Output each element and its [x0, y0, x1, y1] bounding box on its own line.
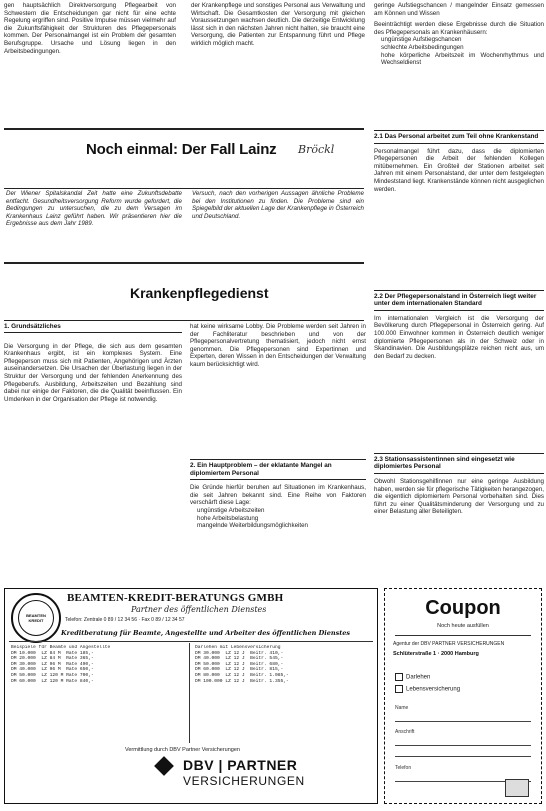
divider: [190, 459, 366, 460]
logo-text: BEAMTEN KREDIT: [18, 600, 54, 636]
dbv-logo-mark: [154, 756, 174, 776]
kp-s2-heading: 2. Ein Hauptproblem – der eklatante Mangel an diplomiertem Personal: [190, 462, 332, 477]
divider: [4, 332, 182, 333]
dbv-logo-text: DBV | PARTNER: [183, 757, 298, 773]
kp-s22-heading: 2.2 Der Pflegepersonalstand in Österreich liegt weiter unter dem internationalen Standard: [374, 292, 537, 308]
divider: [9, 641, 373, 642]
field-label: Anschrift: [395, 729, 415, 735]
coupon-title: Coupon: [425, 597, 501, 619]
lainz-byline: Bröckl: [298, 143, 335, 156]
divider: [374, 290, 544, 291]
ad-title: BEAMTEN-KREDIT-BERATUNGS GMBH: [67, 592, 284, 604]
coupon-subtitle: Noch heute ausfüllen: [437, 623, 489, 629]
divider: [189, 643, 190, 743]
kp-s21-text: Personalmangel führt dazu, dass die diplomierten Pflegepersonen die Arbeit der fehlenden Kollegen mitübernehmen. Ein Großteil der Stationen arbeitet seit Jahren mit einem Personalstand, der unter dem festgelegten Mindeststand liegt. Krankenstände können nicht ausgeglichen werden.: [374, 147, 544, 193]
top-column-2: der Krankenpflege und sonstiges Personal aus Verwaltung und Wirtschaft. Die Gesamtkosten der Versorgung mit gleichen Voraussetzungen wachsen deutlich. Die derzeitige Entwicklung lässt sich in den nächsten Jahren nicht halten, sie braucht eine Versorgung, die Patienten zur Entspannung führt und Pflege wirklich möglich macht.: [191, 2, 365, 47]
ad-footer: Vermittlung durch DBV Partner Versicherungen: [125, 747, 240, 753]
divider: [4, 128, 364, 130]
list-item: • schlechte Arbeitsbedingungen: [381, 44, 544, 52]
divider: [374, 143, 544, 144]
dbv-logo-subtext: VERSICHERUNGEN: [183, 774, 305, 788]
kp-s23-heading: 2.3 Stationsassistentinnen sind eingesetzt wie diplomiertes Personal: [374, 455, 515, 471]
lainz-title: Noch einmal: Der Fall Lainz: [86, 141, 277, 158]
option-label: Lebensversicherung: [406, 686, 461, 693]
coupon-field-name[interactable]: [395, 705, 531, 722]
kp-s1-heading: 1. Grundsätzliches: [4, 323, 61, 330]
top-col3-intro: geringe Aufstiegschancen / mangelnder Einsatz gemessen am Können und Wissen: [374, 2, 544, 17]
coupon-option-2[interactable]: [395, 685, 460, 693]
field-line[interactable]: [395, 746, 531, 757]
lainz-intro-right: Versuch, nach den vorherigen Aussagen ähnliche Probleme bei den Institutionen zu finden. Die Probleme sind ein Spiegelbild der aktuellen Lage der Krankenpflege in Österreich und Deutschland.: [192, 190, 364, 220]
divider: [374, 453, 544, 454]
top-column-1: gen hauptsächlich Direktversorgung Pflegearbeit von Schwestern die Entscheidungen gar nicht für eine echte Regelung ergriffen sind. Positive Impulse müssen vielmehr auf die Zukunftsfähigkeit der Strukturen des Pflegepersonals kommen. Der Personalmangel ist ein Problem der gesamten Berufsgruppe. Ursache und Lösung liegen in den Arbeitsbedingungen.: [4, 2, 176, 55]
divider: [4, 188, 364, 189]
kp-s2-bullets: [190, 507, 366, 530]
divider: [4, 320, 364, 321]
list-item: • mangelnde Weiterbildungsmöglichkeiten: [197, 522, 366, 530]
logo: [11, 593, 61, 643]
option-label: Darlehen: [406, 674, 431, 681]
checkbox[interactable]: [395, 685, 403, 693]
lainz-intro-left: Der Wiener Spitalskandal Zeit hatte eine Zukunftsdebatte entfacht. Gesundheitsversorgung Reform wurde gefordert, die Bedingungen zu untersuchen, die zu dem Versagen im Krankenhaus Lainz geführt haben. Wir präsentieren hier die Ergebnisse aus dem Jahr 1989.: [6, 190, 182, 228]
kp-s23-text: Obwohl Stationsgehilfinnen nur eine geringe Ausbildung haben, werden sie für pflegerische Tätigkeiten herangezogen, die eigentlich diplomiertem Personal vorbehalten sind. Dies führt zu einer Qualitätsminderung der Versorgung und zu einer Belastung aller Beteiligten.: [374, 477, 544, 516]
ad-table-right: Darlehen mit Lebensversicherung DM 30.000 LZ 12 J Beitr. 410,- DM 40.000 LZ 12 J Beitr. 545,- DM 50.000 LZ 12 J Beitr. 680,- DM 60.000 LZ 12 J Beitr. 815,- DM 80.000 LZ 12 J Beitr. 1.085,- DM 100.000 LZ 12 J Beitr. 1.355,-: [195, 645, 289, 684]
top-col3-text: Beeinträchtigt werden diese Ergebnisse durch die Situation des Pflegepersonals an Krankenhäusern:: [374, 21, 544, 36]
list-item: • ungünstige Arbeitszeiten: [197, 507, 366, 515]
field-line[interactable]: [395, 711, 531, 722]
ad-contact: Telefon: Zentrale 0 89 / 12 34 56 · Fax 0 89 / 12 34 57: [65, 617, 185, 623]
kp-s1-text: Die Versorgung in der Pflege, die sich aus dem gesamten Krankenhaus ergibt, ist ein komplexes System. Eine Pflegeperson muss sich mit Patienten, Angehörigen und Ärzten auseinandersetzen. Die Ursachen der Überlastung liegen in der Struktur der Versorgung und der fehlenden Anerkennung des Pflegeberufs. Ausbildung, Arbeitszeiten und Bezahlung sind dabei nur einige der Faktoren, die die Qualität beeinflussen. Ein Umdenken in der Organisation der Pflege ist notwendig.: [4, 342, 182, 403]
stamp-box: [505, 779, 529, 797]
list-item: • hohe Arbeitsbelastung: [197, 515, 366, 523]
divider: [374, 473, 544, 474]
section-title: Krankenpflegedienst: [130, 285, 269, 301]
divider: [374, 310, 544, 311]
advertisement: [4, 588, 378, 804]
top-col3-bullets: [374, 36, 544, 66]
coupon-agency-address: Schlüterstraße 1 · 2000 Hamburg: [393, 651, 479, 657]
list-item: • ungünstige Aufstiegschancen: [381, 36, 544, 44]
ad-table-left: Beispiele für Beamte und Angestellte DM 10.000 LZ 84 M Rate 185,- DM 20.000 LZ 84 M Rate 365,- DM 30.000 LZ 96 M Rate 490,- DM 40.000 LZ 96 M Rate 650,- DM 50.000 LZ 120 M Rate 700,- DM 60.000 LZ 120 M Rate 840,-: [11, 645, 111, 684]
coupon-option-1[interactable]: [395, 673, 430, 681]
divider: [395, 635, 531, 636]
kp-s21-heading: 2.1 Das Personal arbeitet zum Teil ohne Krankenstand: [374, 133, 539, 140]
kp-s2-text: Die Gründe hierfür beruhen auf Situationen im Krankenhaus, die seit Jahren bekannt sind. Eine Reihe von Faktoren verschärft diese Lage:: [190, 484, 366, 507]
divider: [374, 130, 544, 131]
coupon[interactable]: [384, 588, 542, 804]
field-line[interactable]: [395, 735, 531, 746]
kp-c2-text: hat keine wirksame Lobby. Die Probleme werden seit Jahren in der Fachliteratur beschrieben und von der Pflegepersonalvertretung thematisiert, jedoch nicht ernst genommen. Die Pflegepersonen sind Expertinnen und Experten, deren Wissen in den Entscheidungen der Verwaltung kaum berücksichtigt wird.: [190, 323, 366, 368]
ad-slogan: Kreditberatung für Beamte, Angestellte und Arbeiter des öffentlichen Dienstes: [61, 629, 351, 637]
kp-column-3: [374, 130, 544, 586]
list-item: • hohe körperliche Arbeitszeit im Wochenrhythmus und Wechseldienst: [381, 52, 544, 67]
field-label: Telefon: [395, 765, 412, 771]
coupon-field-address[interactable]: [395, 729, 531, 757]
divider: [4, 262, 364, 264]
checkbox[interactable]: [395, 673, 403, 681]
divider: [190, 479, 366, 480]
top-column-3: [374, 2, 544, 120]
ad-subtitle: Partner des öffentlichen Dienstes: [131, 605, 267, 614]
coupon-agency: Agentur der DBV PARTNER VERSICHERUNGEN: [393, 641, 505, 647]
kp-column-1: [4, 323, 182, 583]
field-label: Name: [395, 705, 409, 711]
kp-column-2: [190, 323, 366, 583]
kp-s22-text: Im internationalen Vergleich ist die Versorgung der Bevölkerung durch Pflegepersonal in Österreich gering. Auf 100.000 Einwohner kommen in Österreich deutlich weniger diplomierte Pflegepersonen als in der Schweiz oder in Skandinavien. Die Ausbildungsplätze reichen nicht aus, um den Bedarf zu decken.: [374, 314, 544, 360]
